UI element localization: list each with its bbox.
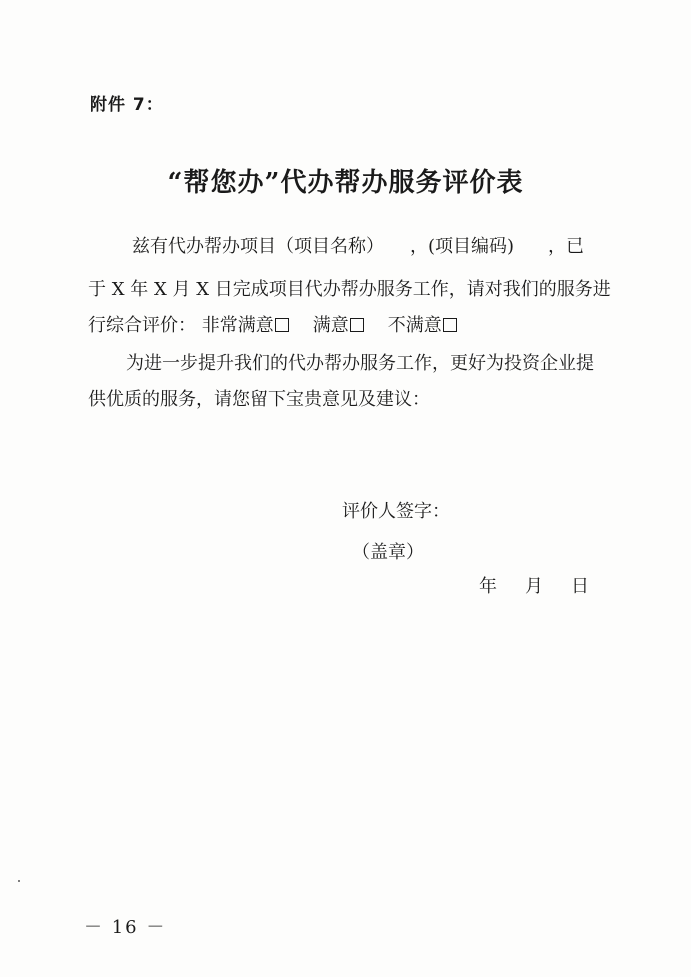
option-unsatisfied[interactable]	[388, 314, 457, 338]
paragraph1-line2: 于 X 年 X 月 X 日完成项目代办帮办服务工作，请对我们的服务进	[88, 279, 611, 300]
paragraph2-line2: 供优质的服务，请您留下宝贵意见及建议：	[88, 389, 430, 410]
paragraph1-line3	[88, 314, 457, 338]
project-code-label: ，(项目编码)	[410, 236, 515, 257]
signature-label: 评价人签字：	[342, 501, 450, 522]
paragraph1-line1	[132, 235, 584, 259]
year-label: 年	[479, 576, 497, 597]
evaluation-prefix: 行综合评价：	[88, 315, 196, 336]
option-label: 非常满意	[201, 315, 274, 336]
checkbox-icon[interactable]	[350, 318, 364, 332]
option-label: 不满意	[387, 315, 442, 336]
option-satisfied[interactable]	[313, 314, 364, 338]
paragraph2-line1: 为进一步提升我们的代办帮办服务工作，更好为投资企业提	[126, 353, 594, 374]
page-number: － 16 －	[84, 917, 167, 938]
project-name-label: 兹有代办帮办项目（项目名称）	[132, 236, 384, 257]
option-very-satisfied[interactable]	[202, 314, 289, 338]
document-title: “帮您办”代办帮办服务评价表	[167, 168, 524, 198]
checkbox-icon[interactable]	[443, 318, 457, 332]
attachment-label: 附件 7：	[90, 95, 164, 115]
already-text: ，已	[548, 236, 585, 257]
day-label: 日	[571, 576, 589, 597]
scan-speck	[18, 880, 20, 882]
seal-label: （盖章）	[352, 542, 424, 563]
checkbox-icon[interactable]	[275, 318, 289, 332]
month-label: 月	[525, 576, 543, 597]
option-label: 满意	[312, 315, 349, 336]
date-line	[479, 572, 589, 598]
